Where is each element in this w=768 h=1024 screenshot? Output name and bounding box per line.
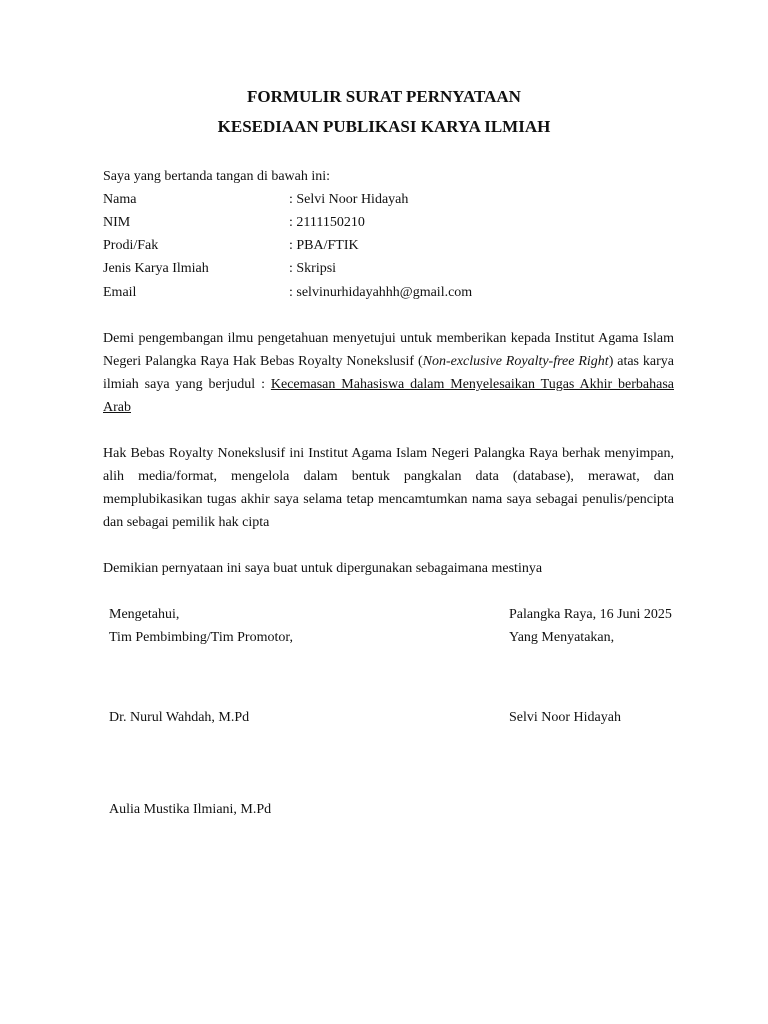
acknowledged-label: Mengetahui, <box>109 607 180 622</box>
field-label: Nama <box>103 192 137 207</box>
document-subtitle: KESEDIAAN PUBLIKASI KARYA ILMIAH <box>217 117 551 136</box>
supervisor-name-1: Dr. Nurul Wahdah, M.Pd <box>109 710 250 725</box>
field-row-email <box>103 285 683 305</box>
field-row-jenis-karya <box>103 261 683 281</box>
declarant-role: Yang Menyatakan, <box>509 630 615 645</box>
supervisor-role: Tim Pembimbing/Tim Promotor, <box>109 630 293 645</box>
field-label: Email <box>103 285 137 300</box>
field-row-nim <box>103 215 683 235</box>
rights-paragraph: Hak Bebas Royalty Nonekslusif ini Institut Agama Islam Negeri Palangka Raya berhak menyimpan, alih media/format, mengelola dalam bentuk pangkalan data (database), merawat, dan memplubikasikan tugas akhir saya selama tetap mencamtumkan nama saya sebagai penulis/pencipta dan sebagai pemilik hak cipta <box>103 446 674 530</box>
field-value: : Skripsi <box>289 261 337 276</box>
paragraph-text: ) atas karya ilmiah saya yang berjudul : <box>103 354 674 392</box>
agreement-paragraph <box>103 327 674 419</box>
intro-text: Saya yang bertanda tangan di bawah ini: <box>103 169 331 184</box>
field-value: : 2111150210 <box>289 215 365 230</box>
supervisor-name-2: Aulia Mustika Ilmiani, M.Pd <box>109 802 272 817</box>
field-label: Jenis Karya Ilmiah <box>103 261 209 276</box>
license-term: Non-exclusive Royalty-free Right <box>422 354 609 369</box>
work-title: Kecemasan Mahasiswa dalam Menyelesaikan Tugas Akhir berbahasa Arab <box>103 377 674 415</box>
field-row-nama <box>103 192 683 212</box>
field-label: NIM <box>103 215 131 230</box>
field-value: : Selvi Noor Hidayah <box>289 192 409 207</box>
field-value: : selvinurhidayahhh@gmail.com <box>289 285 473 300</box>
field-label: Prodi/Fak <box>103 238 159 253</box>
document-title: FORMULIR SURAT PERNYATAAN <box>247 87 521 106</box>
field-value: : PBA/FTIK <box>289 238 359 253</box>
field-row-prodi <box>103 238 683 258</box>
closing-paragraph: Demikian pernyataan ini saya buat untuk dipergunakan sebagaimana mestinya <box>103 561 543 576</box>
paragraph-text: Demi pengembangan ilmu pengetahuan menyetujui untuk memberikan kepada Institut Agama Islam Negeri Palangka Raya Hak Bebas Royalty Nonekslusif ( <box>103 331 674 369</box>
place-date: Palangka Raya, 16 Juni 2025 <box>509 607 672 622</box>
declarant-name: Selvi Noor Hidayah <box>509 710 621 725</box>
